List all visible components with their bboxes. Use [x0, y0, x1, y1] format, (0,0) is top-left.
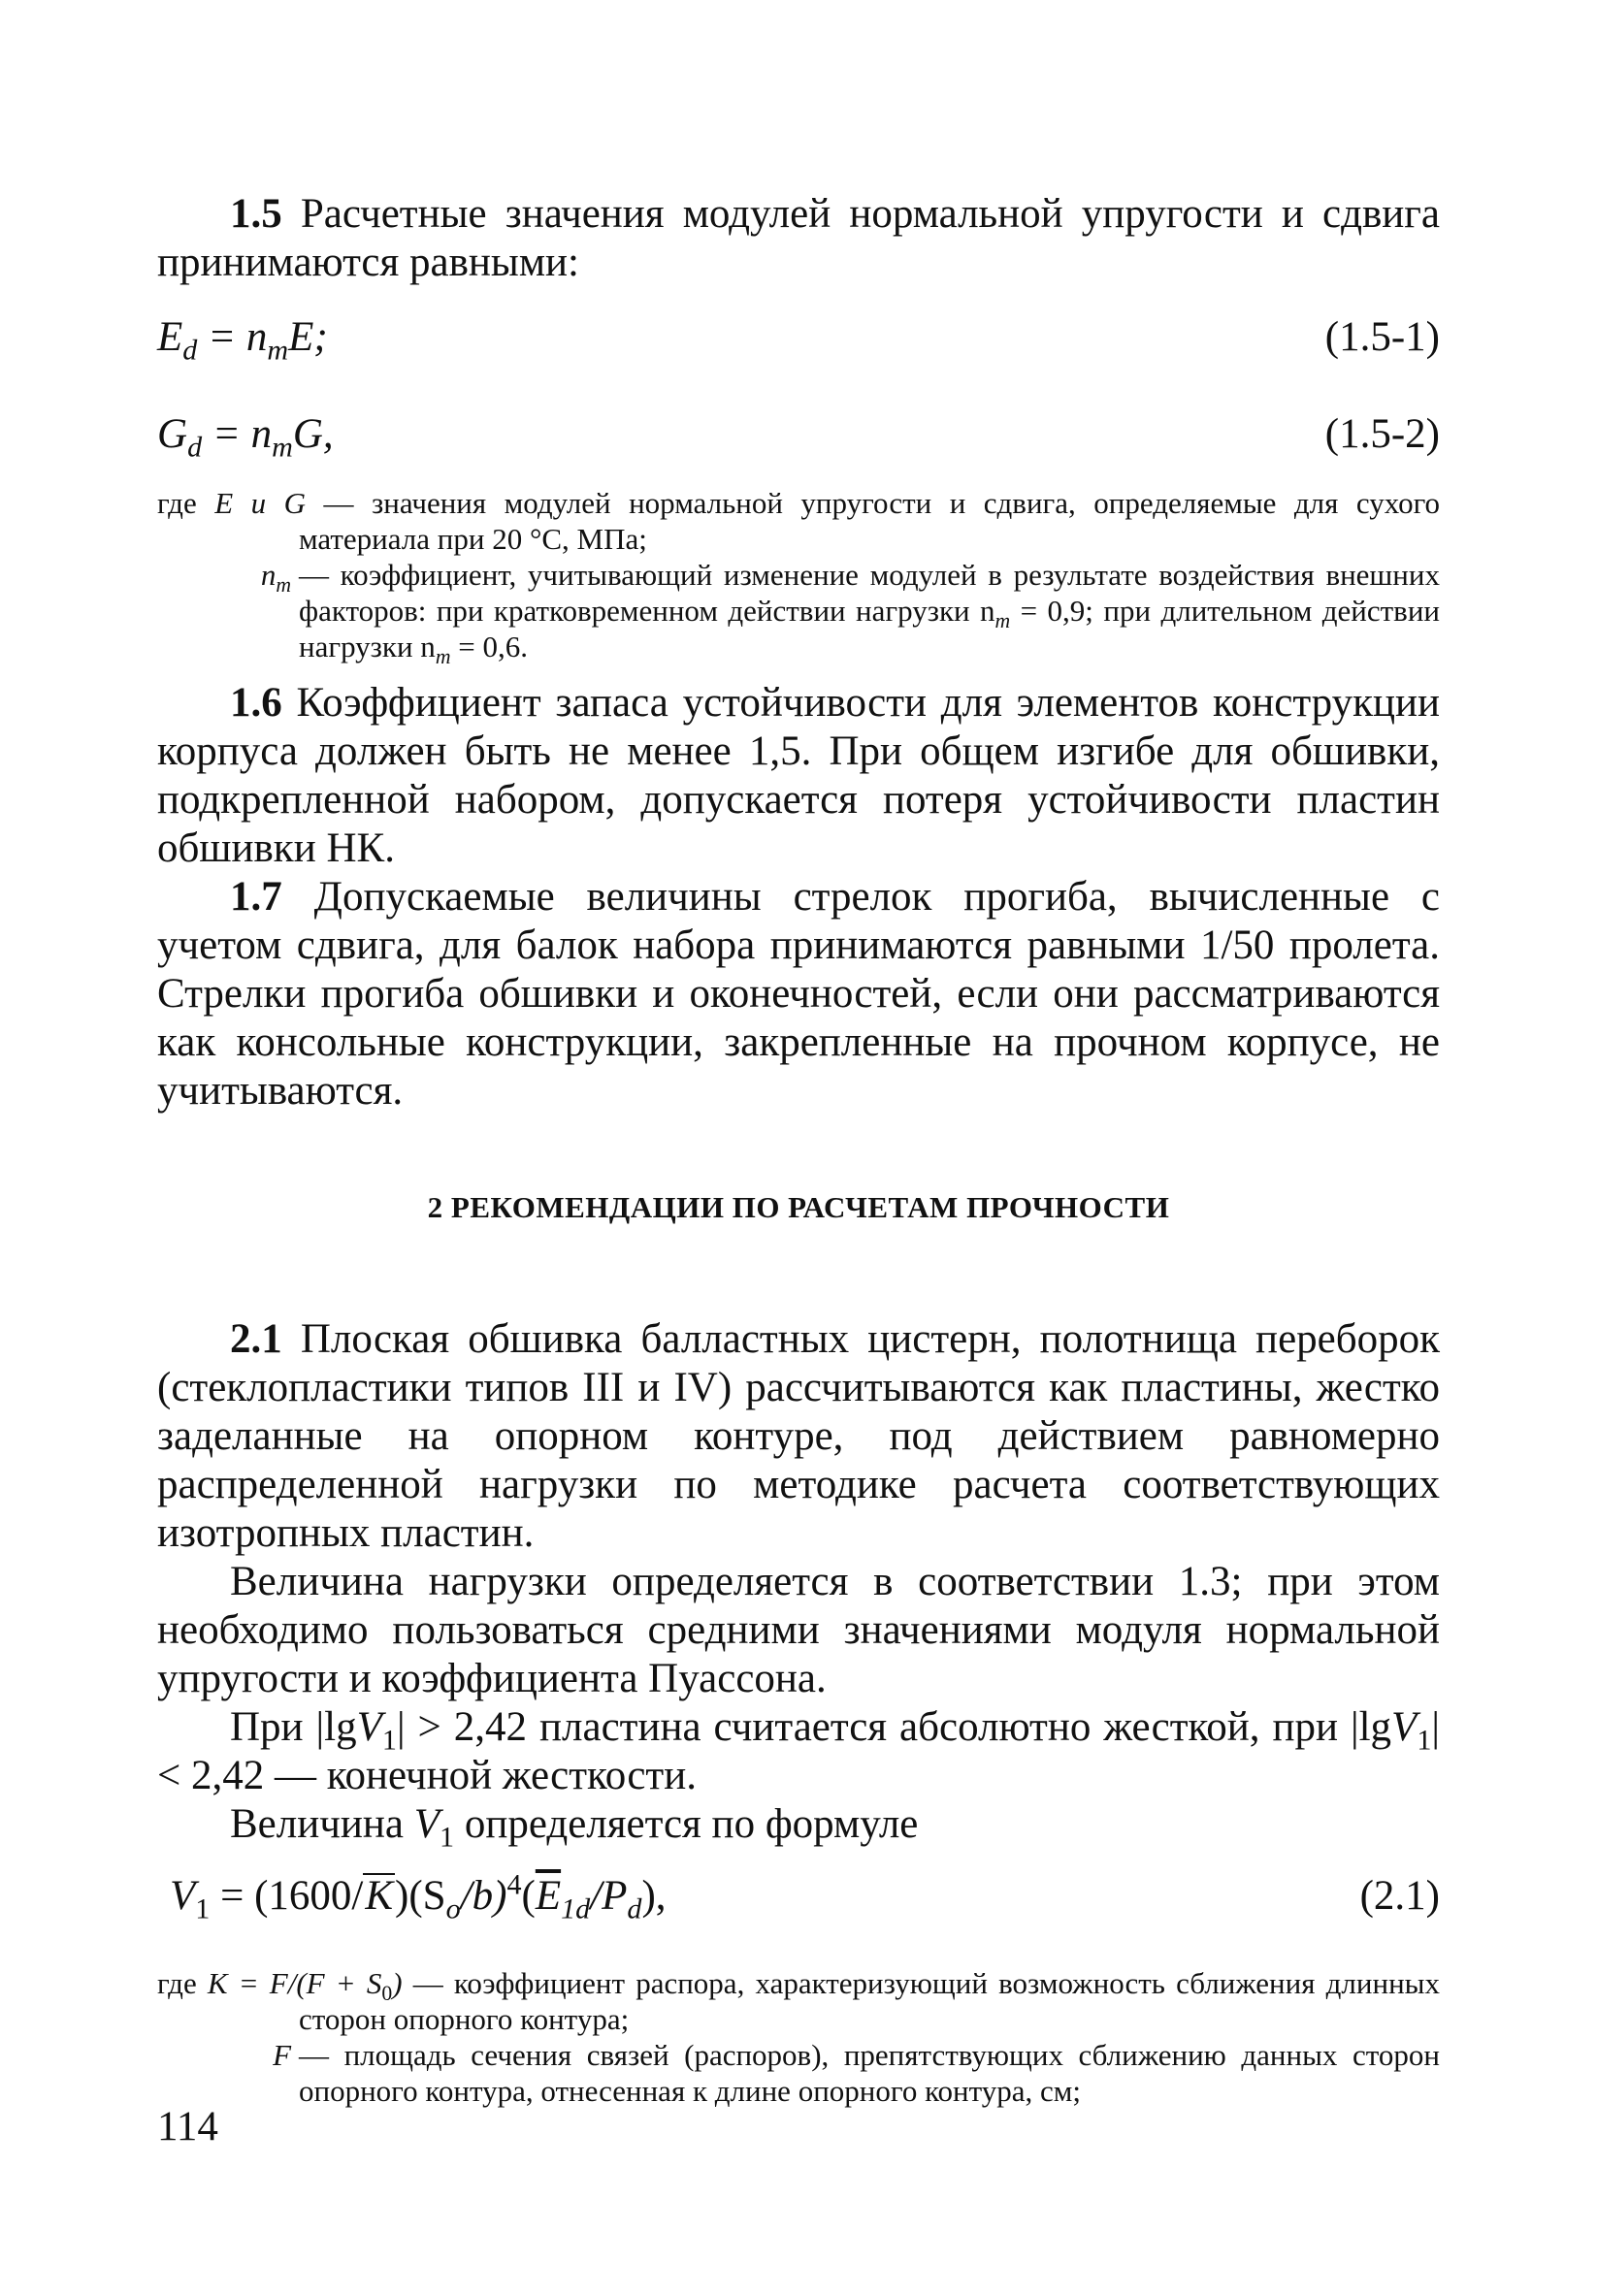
- formula-symbol: n: [245, 314, 268, 360]
- formula-symbol: V: [1391, 1704, 1418, 1750]
- text-fragment: определяется по формуле: [464, 1801, 919, 1847]
- formula-number: (1.5-2): [1324, 411, 1440, 457]
- formula-1-5-2: $G_d = n_mG$, (1.5-2): [157, 411, 1440, 464]
- formula-subscript: 1d: [561, 1892, 591, 1925]
- formula-2-1: [170, 1867, 1440, 1925]
- paragraph-rigid: [157, 1703, 1440, 1800]
- paragraph-text: Допускаемые величины стрелок прогиба, вычисленные с учетом сдвига, для балок набора принимаются равными 1/50 пролета. Стрелки прогиба обшивки и оконечностей, если они рассматриваются как консольные конструкции, закрепленные на прочном корпусе, не учитываются.: [157, 874, 1440, 1114]
- where-text: — коэффициент распора, характеризующий возможность сближения длинных сторон опорного контура;: [299, 1966, 1440, 2036]
- paragraph-text: Расчетные значения модулей нормальной упругости и сдвига принимаются равными:: [157, 191, 1441, 285]
- formula-number: (1.5-1): [1324, 314, 1440, 360]
- formula-1-5-1: $E_d = n_mE$; (1.5-1): [157, 314, 1440, 367]
- paragraph-load: Величина нагрузки определяется в соответствии 1.3; при этом необходимо пользоваться средними значениями модуля нормальной упругости и коэффициента Пуассона.: [157, 1559, 1440, 1701]
- formula-symbol: = (1600/: [210, 1873, 364, 1919]
- text-fragment: | < 2,42 — конечной жесткости.: [157, 1704, 1440, 1798]
- page-number: 114: [157, 2104, 218, 2150]
- where-text: — площадь сечения связей (распоров), препятствующих сближению данных сторон опорного контура, отнесенная к длине опорного контура, см;: [299, 2038, 1440, 2108]
- section-number: 1.7: [230, 874, 282, 920]
- formula-subscript: 1: [381, 1723, 397, 1757]
- where-sub: m: [994, 609, 1011, 633]
- where-term-nm: [157, 557, 1440, 669]
- formula-subscript: m: [267, 333, 289, 367]
- formula-superscript: 4: [506, 1867, 522, 1901]
- formula-symbol: E;: [288, 314, 328, 360]
- section-number: 1.5: [230, 191, 282, 237]
- text-fragment: Величина: [230, 1801, 404, 1847]
- formula-subscript: d: [627, 1892, 642, 1925]
- formula-subscript: 1: [195, 1892, 211, 1925]
- where-term: F: [273, 2038, 291, 2072]
- where-term-e-g: [157, 485, 1440, 557]
- where-intro: где: [157, 1966, 197, 2000]
- where-text: — значения модулей нормальной упругости и сдвига, определяемые для сухого материала при 20 °С, МПа;: [299, 486, 1441, 556]
- formula-symbol: V: [170, 1873, 196, 1919]
- paragraph-1-7: [157, 873, 1440, 1116]
- formula-symbol: V: [413, 1801, 440, 1847]
- paragraph-v1: [157, 1800, 1440, 1854]
- paragraph-1-5: [157, 190, 1440, 287]
- where-term-sub: m: [276, 573, 291, 598]
- formula-subscript: 1: [1417, 1723, 1432, 1757]
- text-fragment: | > 2,42 пластина считается абсолютно жесткой, при |lg: [396, 1704, 1392, 1750]
- paragraph-text: Коэффициент запаса устойчивости для элементов конструкции корпуса должен быть не менее 1,5. При общем изгибе для обшивки, подкрепленной набором, допускается потеря устойчивости пластин обшивки НК.: [157, 680, 1441, 871]
- formula-symbol: V: [356, 1704, 382, 1750]
- where-term: K = F/(F + S: [207, 1966, 382, 2000]
- formula-symbol: )(S: [395, 1873, 446, 1919]
- where-sub: m: [435, 645, 451, 669]
- where-term-k: [157, 1965, 1440, 2037]
- where-intro: где: [157, 486, 197, 520]
- formula-number: (2.1): [1359, 1873, 1440, 1919]
- section-number: 2.1: [230, 1316, 282, 1362]
- formula-subscript: m: [272, 430, 293, 464]
- text-fragment: При |lg: [230, 1704, 357, 1750]
- where-text: = 0,6.: [450, 630, 528, 663]
- where-term-sub: 0: [381, 1982, 393, 2006]
- formula-symbol: G: [157, 411, 188, 457]
- section-heading: 2 РЕКОМЕНДАЦИИ ПО РАСЧЕТАМ ПРОЧНОСТИ: [427, 1190, 1170, 1224]
- where-term-f: [157, 2037, 1440, 2109]
- formula-symbol: n: [250, 411, 273, 457]
- formula-symbol: G,: [292, 411, 334, 457]
- where-term: E и G: [214, 486, 307, 520]
- paragraph-text: Плоская обшивка балластных цистерн, полотнища переборок (стеклопластики типов III и IV) рассчитываются как пластины, жестко заделанные на опорном контуре, под действием равномерно распределенной нагрузки по методике расчета соответствующих изотропных пластин.: [157, 1316, 1441, 1556]
- formula-symbol: (: [521, 1873, 536, 1919]
- formula-subscript: o: [445, 1892, 461, 1925]
- where-text: — коэффициент, учитывающий изменение модулей в результате воздействия внешних факторов: при кратковременном действии нагрузки n: [299, 558, 1440, 628]
- formula-symbol: /P: [590, 1873, 628, 1919]
- paragraph-2-1: [157, 1315, 1440, 1558]
- formula-symbol: /b): [460, 1873, 507, 1919]
- formula-subscript: d: [182, 333, 198, 367]
- formula-symbol: ),: [641, 1873, 667, 1919]
- where-term: ): [392, 1966, 403, 2000]
- where-text: = 0,9; при длительном действии нагрузки n: [299, 594, 1440, 663]
- where-term: n: [260, 558, 277, 592]
- formula-symbol-overlined: $\overline{E}$: [535, 1873, 562, 1919]
- formula-subscript: 1: [440, 1820, 455, 1854]
- paragraph-1-6: [157, 679, 1440, 873]
- formula-subscript: d: [187, 430, 203, 464]
- section-number: 1.6: [230, 680, 282, 726]
- sqrt-argument: K: [365, 1873, 394, 1919]
- formula-symbol: E: [157, 314, 183, 360]
